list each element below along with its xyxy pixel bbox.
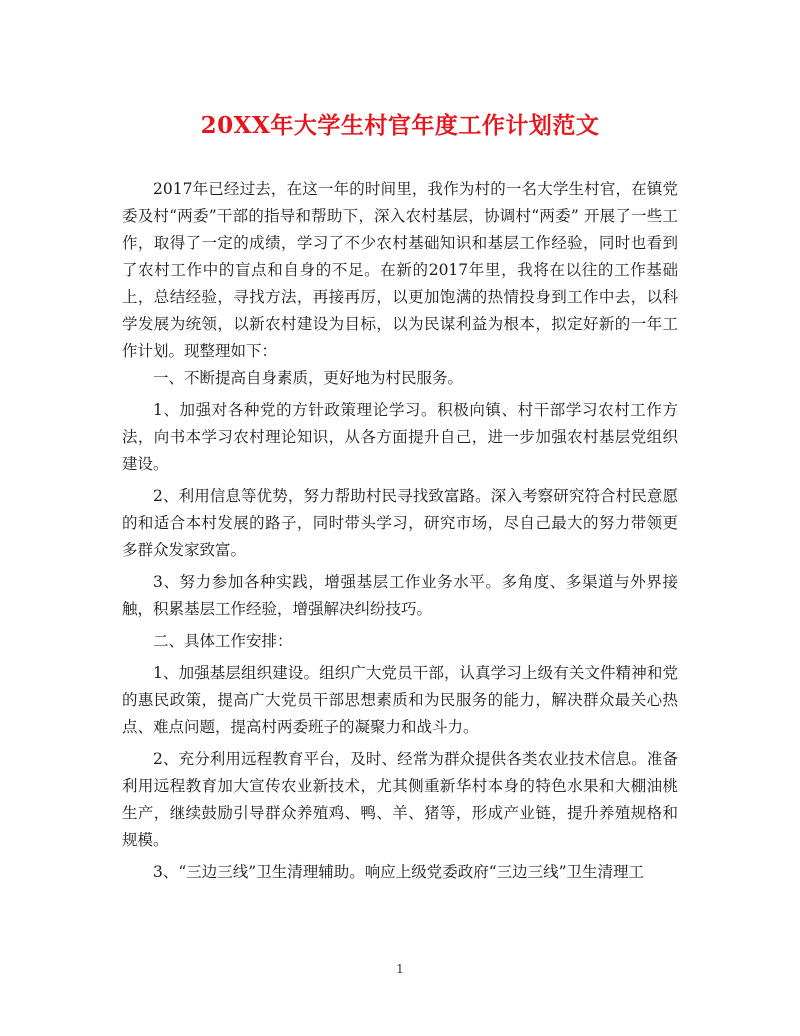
page-number: 1 [396, 962, 404, 976]
list-item: 1、加强对各种党的方针政策理论学习。积极向镇、村干部学习农村工作方法，向书本学习农村理论知识，从各方面提升自己，进一步加强农村基层党组织建设。 [122, 401, 678, 473]
intro-paragraph: 2017年已经过去，在这一年的时间里，我作为村的一名大学生村官，在镇党委及村“两委”干部的指导和帮助下，深入农村基层，协调村“两委” 开展了一些工作，取得了一定的成绩，学习了不少农村基础知识和基层工作经验，同时也看到了农村工作中的盲点和自身的不足。在新的2017年里，我将在以往的工作基础上，总结经验，寻找方法，再接再厉，以更加饱满的热情投身到工作中去，以科学发展为统领，以新农村建设为目标，以为民谋利益为根本，拟定好新的一年工作计划。现整理如下： [122, 180, 678, 360]
list-item: 1、加强基层组织建设。组织广大党员干部，认真学习上级有关文件精神和党的惠民政策，提高广大党员干部思想素质和为民服务的能力，解决群众最关心热点、难点问题，提高村两委班子的凝聚力和战斗力。 [122, 664, 678, 736]
list-item: 3、努力参加各种实践，增强基层工作业务水平。多角度、多渠道与外界接触，积累基层工作经验，增强解决纠纷技巧。 [122, 573, 678, 618]
list-item: 3、“三边三线”卫生清理辅助。响应上级党委政府“三边三线”卫生清理工 [153, 863, 645, 881]
section-heading-2: 二、具体工作安排： [153, 632, 293, 650]
section-heading-1: 一、不断提高自身素质，更好地为村民服务。 [153, 369, 464, 387]
list-item: 2、充分利用远程教育平台，及时、经常为群众提供各类农业技术信息。准备利用远程教育加大宣传农业新技术，尤其侧重新华村本身的特色水果和大棚油桃生产，继续鼓励引导群众养殖鸡、鸭、羊、猪等，形成产业链，提升养殖规格和规模。 [122, 750, 678, 849]
document-body [122, 176, 678, 891]
document-title: 20XX年大学生村官年度工作计划范文 [200, 112, 600, 139]
list-item: 2、利用信息等优势，努力帮助村民寻找致富路。深入考察研究符合村民意愿的和适合本村发展的路子，同时带头学习，研究市场，尽自己最大的努力带领更多群众发家致富。 [122, 487, 678, 559]
